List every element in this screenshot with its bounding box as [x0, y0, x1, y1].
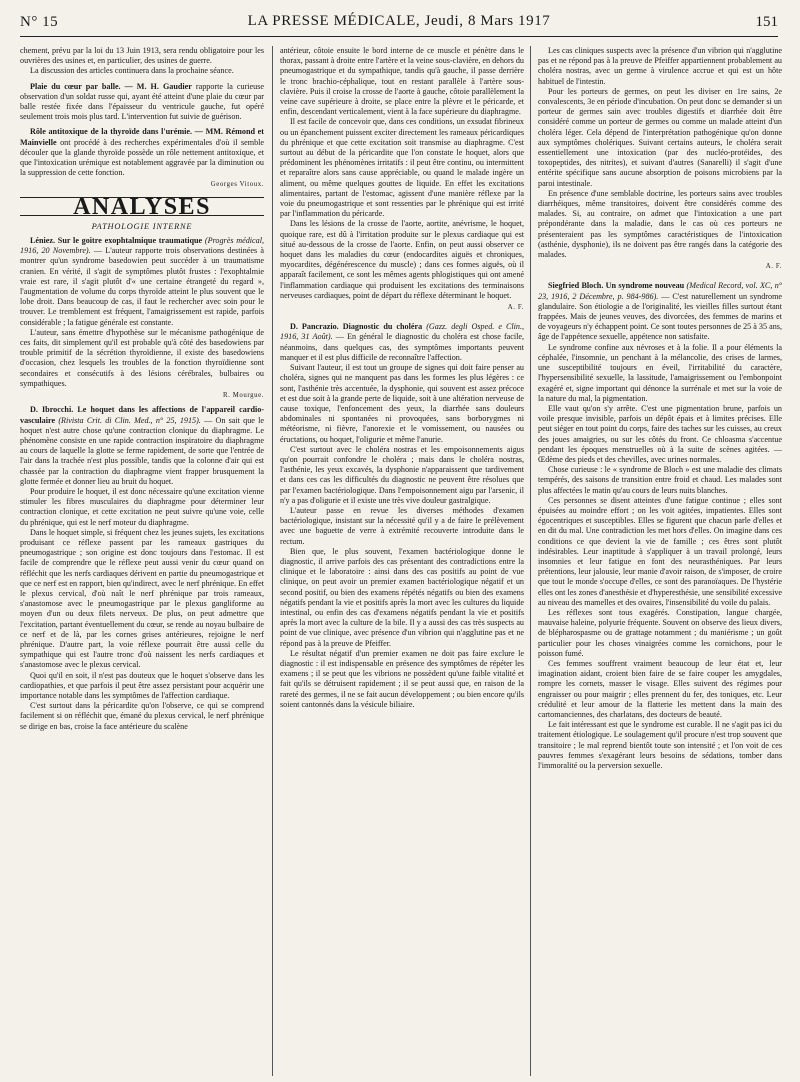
journal-title: LA PRESSE MÉDICALE, Jeudi, 8 Mars 1917 — [247, 13, 551, 29]
article-heading: D. Pancrazio. Diagnostic du choléra — [290, 322, 423, 332]
article-role — [20, 127, 264, 178]
paragraph: Quoi qu'il en soit, il n'est pas douteux que le hoquet s'observe dans les cardiopathies, et que parfois il peut être assez persistant pour acquérir une importance notable dans les symptômes de l'affection cardiaque. — [20, 670, 264, 700]
paragraph: Ces femmes souffrent vraiment beaucoup de leur état et, leur imagination aidant, croient bien faire de se faire couper les amygdales, rompre les cornets, masser le visage. Elles suivent des régimes pour engraisser ou pour maigrir ; elles prennent du fer, des toniques, etc. Leur crédulité et leur amour de la flatterie les mettent dans la main des cartomanciennes, des charlatans, des docteurs de beauté. — [538, 658, 782, 719]
article-heading: D. Ibrocchi. Le hoquet dans les affections de l'appareil cardio-vasculaire — [20, 405, 264, 425]
author-signature: A. F. — [765, 263, 782, 271]
paragraph: Il est facile de concevoir que, dans ces conditions, un exsudat fibrineux ou un épanchement puissent exciter directement les rameaux péricardiques du phrénique et que cette excitation soit transmise au diaphragme. C'est surtout au début de la péricardite que l'on constate le hoquet, alors que prédominent les phénomènes irritatifs : il peut être continu, ou intermittent et reparaître alors sans cause appréciable, ou quand le malade ingère un aliment, ou même quelques gouttes de liquide. En effet les excitations alimentaires, partant de l'estomac, agissent d'une manière réflexe par la voie du pneumogastrique et sont ressenties par le phrénique qui est irrité par l'inflammation du péricarde. — [280, 117, 524, 219]
paragraph: Bien que, le plus souvent, l'examen bactériologique donne le diagnostic, il arrive parfois des cas présentant des contradictions entre la clinique et le laboratoire : ainsi dans des cas positifs au point de vue clinique, on peut avoir un premier examen bactériologique négatif et un second positif, ou bien des examens répétés négatifs ou bien des examens négatifs pendant la vie et positifs après la mort avec les cultures du liquide intestinal, ou enfin des cas d'examens négatifs pendant la vie et positifs après la mort avec la culture de la bile. Il y a aussi des cas très suspects au point de vue clinique, avec présence d'un vibrion qui n'agglutine pas et ne répond pas à la preuve de Pfeiffer. — [280, 546, 524, 648]
article-leniez — [20, 236, 264, 328]
paragraph: Dans les lésions de la crosse de l'aorte, aortite, anévrisme, le hoquet, quoique rare, est dû à l'irritation produite sur le plexus cardiaque qui est situé au-dessous de la crosse de l'aorte. Enfin, on peut aussi observer ce hoquet dans les maladies du cœur (endocardites aiguës et chroniques, myocardites, dégénérescence du muscle) ; dans ces formes aiguës, où il apparaît facilement, ce sont les mêmes agents phlogistiques qui ont amené l'inflammation cardiaque qui produisent les excitations des terminaisons nerveuses cardiaques, point de départ du réflexe déterminant le hoquet. — [280, 219, 524, 300]
paragraph: C'est surtout avec le choléra nostras et les empoisonnements aigus qu'on pourrait confondre le choléra ; mais dans le choléra nostras, l'asthénie, les yeux excavés, la dysphonie n'apparaissent que tardivement et dans ces cas les difficultés du diagnostic ne peuvent être résolues que par l'examen bactériologique. Dans l'empoisonnement aigu par l'arsenic, il n'y a pas d'oligurie et il existe une très vive douleur gastralgique. — [280, 444, 524, 505]
section-subheading: PATHOLOGIE INTERNE — [91, 221, 193, 231]
paragraph: antérieur, côtoie ensuite le bord interne de ce muscle et pénètre dans le thorax, passant à droite entre l'artère et la veine sous-clavière, en dehors du pneumogastrique et du sympathique, tandis qu'à gauche, il passe derrière le tronc brachio-céphalique, tout en restant parallèle à l'artère sous-clavière. Puis il croise la crosse de l'aorte à gauche, côtoie parallèlement la veine cave supérieure à droite, se place entre la plèvre et le péricarde, et enfin, descendant verticalement, vient à la face supérieure du diaphragme. — [280, 46, 524, 117]
paragraph: En présence d'une semblable doctrine, les porteurs sains avec troubles diarrhéiques, même transitoires, doivent être considérés comme des malades. Si, au contraire, on admet que l'intoxication a une part prépondérante dans la maladie, dans le cas où ces porteurs ne présenteraient pas les symptômes caractéristiques de l'intoxication (asthénie, dysphonie), ils ne doivent pas être rangés dans la catégorie des malades. — [538, 188, 782, 260]
article-body: — On sait que le hoquet n'est autre chose qu'une contraction clonique du diaphragme. Le phénomène consiste en une rapide contraction inspiratoire du diaphragme au cours de laquelle la glotte se ferme rapidement, de sorte que l'entrée de l'air dans la trachée n'est plus possible, tandis que la colonne d'air qui est chassée par la contraction du diaphragme vient frapper brusquement la glotte fermée et donner lieu au bruit du hoquet. — [20, 415, 264, 486]
article-source: (Rivista Crit. di Clin. Med., n° 25, 1915). — [58, 415, 201, 425]
article-source: (Gazz. degli Osped. e Clin., 1916, 31 Août). — [280, 322, 524, 342]
paragraph: Le syndrome confine aux névroses et à la folie. Il a pour éléments la céphalée, l'insomnie, un penchant à la mélancolie, des crises de larmes, une susceptibilité toujours en éveil, l'irritabilité du caractère, l'hypersensibilité sexuelle, la lassitude, l'amaigrissement ou l'embonpoint exagéré et, signe important qui dénonce la surrénale et met sur la voie de la nature du mal, la pigmentation. — [538, 342, 782, 403]
article-bloch — [538, 281, 782, 342]
article-body: — En général le diagnostic du choléra est chose facile, néanmoins, dans quelques cas, des symptômes importants peuvent manquer et il est plus difficile de reconnaître l'affection. — [280, 332, 524, 362]
paragraph: Les réflexes sont tous exagérés. Constipation, langue chargée, mauvaise haleine, polyurie fréquente. Souvent on observe des lieux divers, de blépharospasme ou de grattage notamment ; du maniérisme ; un goût particulier pour les choses vinaigrées comme les cornichons, pour le poisson fumé. — [538, 607, 782, 658]
article-heading: Siegfried Bloch. Un syndrome nouveau — [548, 281, 685, 291]
article-source: (Medical Record, vol. XC, n° 23, 1916, 2 Décembre, p. 984-986). — [538, 281, 782, 301]
paragraph: L'auteur passe en revue les diverses méthodes d'examen bactériologique, insistant sur la nécessité qu'il y a de faire le prélèvement avec une baguette de verre à extrémité recouverte introduite dans le rectum. — [280, 505, 524, 546]
column-divider — [530, 46, 531, 1076]
column-3 — [538, 46, 782, 1080]
article-body: — L'auteur rapporte trois observations destinées à montrer qu'un syndrome basedowien peut succéder à un traumatisme cranien. En vérité, il s'agit de symptômes plutôt frustes : l'exophtalmie vraie est rare, il s'agit plutôt d'« une certaine étrangeté du regard », l'augmentation de volume du corps thyroïde atteint le plus souvent que le lobe droit. Dans beaucoup de cas, il faut le rechercher avec soin pour le trouver. Le tremblement est fréquent, l'amaigrissement est rapide, parfois considérable ; la fatigue générale est constante. — [20, 246, 264, 327]
paragraph: La discussion des articles continuera dans la prochaine séance. — [30, 66, 234, 76]
author-signature: Georges Vitoux. — [210, 181, 264, 189]
paragraph: Pour les porteurs de germes, on peut les diviser en 1re sains, 2e convalescents, 3e en période d'incubation. On peut donc se demander si un porteur de germes sain avec troubles digestifs et diarrhée doit être considéré comme un porteur de germes ou comme un malade atteint d'un choléra léger. Cela dépend de l'interprétation pathogénique qu'on donne aux symptômes cholériques. Suivant certains auteurs, le choléra serait essentiellement une intoxication (par des nucléo-protéides, des toxopeptides, des nitrites), et suivant d'autres (Sanarelli) il s'agit d'une entérite spécifique sans aucune absorption de poisons microbiens par la paroi intestinale. — [538, 86, 782, 188]
article-body: ont procédé à des recherches expérimentales d'où il semble découler que la glande thyroïde possède un rôle nettement antitoxique, et que l'intoxication urémique est notablement aggravée par la diminution ou la suppression de cette fonction. — [20, 137, 264, 178]
column-1 — [20, 46, 264, 1080]
paragraph: Pour produire le hoquet, il est donc nécessaire qu'une excitation vienne stimuler les fibres musculaires du diaphragme pour déterminer leur contraction clonique, et cette excitation ne peut suivre qu'une voie, celle du phrénique, qui est le nerf moteur du diaphragme. — [20, 486, 264, 527]
article-body: rapporte la curieuse observation d'un soldat russe qui, ayant été atteint d'une plaie du cœur par balle restée fixée dans l'épaisseur du ventricule gauche, fut opéré seulement trois mois plus tard. L'intervention fut suivie de guérison. — [20, 81, 264, 122]
paragraph: C'est surtout dans la péricardite qu'on l'observe, ce qui se comprend facilement si on réfléchit que, émané du plexus cervical, le nerf phrénique se dirige en bas, croise la face antérieure du scalène — [20, 701, 264, 731]
paragraph: Chose curieuse : le « syndrome de Bloch » est une maladie des climats tempérés, des saisons de transition entre froid et chaud. Les malades sont plus affectées le matin qu'au cours de leurs nuits blanches. — [538, 465, 782, 495]
paragraph: L'auteur, sans émettre d'hypothèse sur le mécanisme pathogénique de ces faits, dit simplement qu'il est probable qu'à côté des basedowiens par trouble primitif de la sécrétion thyroïdienne, il existe des basedowiens d'occasion, chez lesquels les troubles de la fonction thyroïdienne sont secondaires et consécutifs à des lésions cérébrales, bulbaires ou sympathiques. — [20, 327, 264, 388]
article-plaie — [20, 82, 264, 123]
article-body: — C'est naturellement un syndrome glandulaire. Son étiologie a de l'originalité, les vieilles filles surtout étant frappées. Mais de jeunes veuves, des divorcées, des femmes de marins et de voyageurs n'y échappent point. Ce sont toutes personnes de 25 à 35 ans, âge de l'appétence sexuelle, appétence non satisfaite. — [538, 291, 782, 342]
article-ibrocchi — [20, 405, 264, 487]
paragraph: Les cas cliniques suspects avec la présence d'un vibrion qui n'agglutine pas et ne répond pas à la preuve de Pfeiffer appartiennent probablement au choléra nostras, avec un germe à virulence accrue et qui est un hôte habituel de l'intestin. — [538, 46, 782, 86]
article-pancrazio — [280, 322, 524, 363]
column-divider — [272, 46, 273, 1076]
paragraph: Ces personnes se disent atteintes d'une fatigue continue ; elles sont épuisées au moindre effort ; on les voit agitées, impatientes. Elles sont égocentriques et susceptibles. Elles se figurent que chacun parle d'elles et en dit du mal. Une contradiction les met hors d'elles. On imagine dans ces conditions ce que devient la vie de famille ; ces êtres sont plutôt indésirables. Leur inaptitude à s'appliquer à un travail prolongé, leurs insomnies et leur fatigue en font des neurasthéniques. Par leurs prétentions, leur jalousie, leur manie d'avoir raison, de s'imposer, de croire que tout le monde s'occupe d'elles, ce sont des paranoïaques. De l'hystérie elles ont les zones d'anesthésie et d'hyperesthésie, une sensibilité excessive au niveau des mamelles et des ovaires, l'insensibilité du voile du palais. — [538, 495, 782, 607]
issue-number: N° 15 — [20, 14, 59, 30]
paragraph: chement, prévu par la loi du 13 Juin 1913, sera rendu obligatoire pour les ouvrières des usines et, en particulier, des usines de guerre. — [20, 46, 264, 66]
article-heading: Plaie du cœur par balle. — M. H. Gaudier — [30, 81, 192, 91]
paragraph: Le fait intéressant est que le syndrome est curable. Il ne s'agit pas ici du traitement étiologique. Le soulagement qu'il procure n'est trop souvent que transitoire ; le mal reprend bientôt toute son intensité ; et l'on voit de ces pauvres femmes s'exagérant leurs besoins de sédations, tomber dans l'immoralité ou la perversion sexuelle. — [538, 720, 782, 771]
article-heading: Rôle antitoxique de la thyroïde dans l'urémie. — MM. Rémond et Mainvielle — [20, 127, 264, 147]
section-banner: ANALYSES — [20, 197, 264, 216]
paragraph: Dans le hoquet simple, si fréquent chez les jeunes sujets, les excitations produisant ce réflexe passent par les rameaux gastriques du pneumogastrique ; son origine est donc toujours dans l'estomac. Il est facile de comprendre que le réflexe peut aussi venir du cœur quand on réfléchit que les nerfs cardiaques dérivent en partie du pneumogastrique et que ce nerf est en rapport, bien qu'indirect, avec le nerf phrénique. En effet le plexus cervical, d'où naît le nerf phrénique par trois rameaux, s'anastomose avec le pneumogastrique par le plexus gangliforme au moyen d'un ou deux filets nerveux. De plus, on peut admettre que l'excitation, partant éventuellement du cœur, se rende au noyau bulbaire de ce nerf et de là, par les cornes grises antérieures, rejoigne le nerf phrénique. D'autre part, la voie réflexe pourrait être aussi celle du sympathique qui est l'autre tronc d'où naissent les nerfs cardiaques et s'anastomose avec le plexus cervical. — [20, 527, 264, 670]
article-heading: Léniez. Sur le goitre exophtalmique traumatique — [30, 236, 203, 246]
paragraph: Le résultat négatif d'un premier examen ne doit pas faire exclure le diagnostic : il est indispensable en présence des symptômes de répéter les examens ; il se peut que les vibrions ne possèdent qu'une faible vitalité et fait qu'ils se détruisent rapidement ; il se peut aussi que, en raison de la rareté des germes, il ne se fait aucun développement ; ou bien encore qu'ils soient cantonnés dans la vésicule biliaire. — [280, 648, 524, 709]
article-source: (Progrès médical, 1916, 20 Novembre). — [20, 236, 264, 256]
page-header — [20, 12, 778, 37]
page-number: 151 — [755, 14, 778, 30]
author-signature: A. F. — [507, 304, 524, 312]
column-2 — [280, 46, 524, 1080]
paragraph: Suivant l'auteur, il est tout un groupe de signes qui doit faire penser au choléra, signes qui ne manquent pas dans les formes les plus légères : ce sont, l'asthénie très accentuée, la dysphonie, qui souvent est assez précoce et est due soit à la grande perte de liquide, soit à une altération nerveuse de cause toxique, l'enfoncement des yeux, la diarrhée sans douleurs abdominales ni spontanées ni provoquées, sans borborygmes ni météorisme, ni fièvre, l'anorexie et le vomissement, ou nausées ou éructations, ou hoquet, l'oligurie et même l'anurie. — [280, 363, 524, 444]
author-signature: R. Mourgue. — [222, 392, 264, 400]
paragraph: Elle vaut qu'on s'y arrête. C'est une pigmentation brune, parfois un voile presque invisible, parfois un dépôt épais et à limites précises. Elle peut siéger en tout point du corps, faire des taches sur les cuisses, au creux des joues amaigries, ou sur les côtés du front. Ce chloasma s'accentue pendant les époques menstruelles où à la suite de scènes agitées. — Œdème des pieds et des chevilles, avec urines normales. — [538, 403, 782, 464]
